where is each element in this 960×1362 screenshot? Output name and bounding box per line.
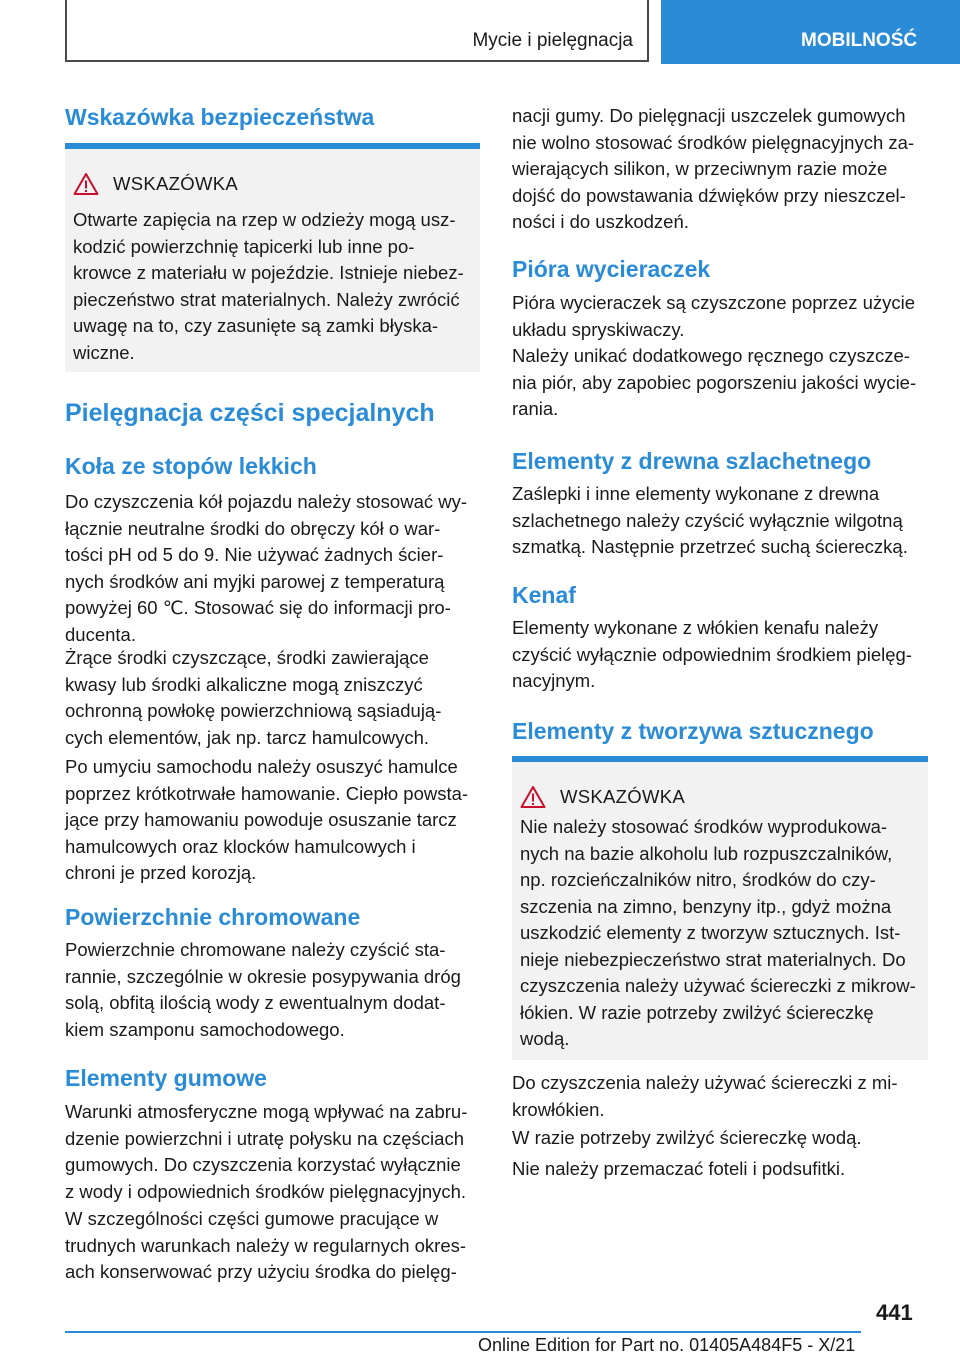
text-line: W razie potrzeby zwilżyć ściereczkę wodą. (512, 1127, 862, 1148)
warning-header (73, 171, 238, 197)
header-chapter-tab[interactable] (661, 0, 960, 64)
text-line: nie wolno stosować środków pielęgnacyjnych za- (512, 131, 915, 153)
warning-triangle-icon (520, 785, 546, 809)
text-line: rania. (512, 398, 559, 419)
warning-text (520, 814, 916, 1053)
text-line: szczenia na zimno, benzyny itp., gdyż można (520, 895, 892, 917)
text-line: uszkodzić elementy z tworzyw sztucznych. Ist- (520, 922, 901, 943)
warning-triangle-icon (73, 172, 99, 196)
text-line: gumowych. Do czyszczenia korzystać wyłącznie (65, 1154, 461, 1175)
text-line: Do czyszczenia należy używać ściereczki z mi- (512, 1072, 898, 1093)
wiper-heading: Pióra wycieraczek (512, 256, 711, 282)
chrome-paragraph-1 (65, 937, 461, 1043)
text-line: krowce z materiału w pojeździe. Istnieje niebez- (73, 262, 464, 283)
text-line: hamulcowych oraz klocków hamulcowych i (65, 835, 416, 857)
text-line: szmatką. Następnie przetrzeć suchą ściereczką. (512, 536, 908, 557)
alloy-paragraph-1 (65, 489, 467, 648)
text-line: nych na bazie alkoholu lub rozpuszczalników, (520, 842, 893, 864)
header-chapter-label: MOBILNOŚĆ (801, 30, 918, 51)
text-line: wodą. (520, 1028, 570, 1049)
text-line: Otwarte zapięcia na rzep w odzieży mogą usz- (73, 209, 456, 230)
text-line: poprzez krótkotrwałe hamowanie. Ciepło powsta- (65, 782, 469, 804)
text-line: nia piór, aby zapobiec pogorszeniu jakości wycie- (512, 371, 917, 393)
footer-rule (65, 1331, 861, 1333)
text-line: Żrące środki czyszczące, środki zawierające (65, 647, 429, 668)
plastic-heading: Elementy z tworzywa sztucznego (512, 718, 874, 744)
text-line: Elementy wykonane z włókien kenafu należy (512, 617, 879, 638)
text-line: łókien. W razie potrzeby zwilżyć ściereczkę (520, 1001, 874, 1023)
warning-text (73, 207, 464, 366)
text-line: kodzić powierzchnię tapicerki lub inne po- (73, 235, 415, 257)
text-line: krowłókien. (512, 1098, 605, 1120)
rubber-paragraph-2 (65, 1206, 466, 1286)
text-line: pieczeństwo strat materialnych. Należy zwrócić (73, 288, 460, 310)
text-line: czyścić wyłącznie odpowiednim środkiem pielęg- (512, 643, 912, 665)
text-line: ności i do uszkodzeń. (512, 211, 689, 232)
text-line: ducenta. (65, 623, 136, 645)
text-line: rannie, szczególnie w okresie posypywania dróg (65, 965, 461, 987)
rubber-heading: Elementy gumowe (65, 1065, 267, 1091)
chapter-heading: Pielęgnacja części specjalnych (65, 399, 435, 427)
warning-box (512, 762, 928, 1060)
text-line: układu spryskiwaczy. (512, 318, 685, 340)
text-line: W szczególności części gumowe pracujące w (65, 1208, 439, 1229)
text-line: szlachetnego należy czyścić wyłącznie wilgotną (512, 509, 903, 531)
text-line: nieje niebezpieczeństwo strat materialnych. Do (520, 948, 906, 970)
plastic-paragraph-3 (512, 1156, 845, 1183)
text-line: z wody i odpowiednich środków pielęgnacyjnych. (65, 1180, 467, 1202)
footer-edition[interactable]: Online Edition for Part no. 01405A484F5 - X/21 (478, 1335, 856, 1355)
kenaf-paragraph-1 (512, 615, 912, 695)
rubber-paragraph-1 (65, 1099, 467, 1205)
wood-paragraph-1 (512, 481, 908, 561)
kenaf-heading: Kenaf (512, 582, 576, 608)
wiper-paragraph-2 (512, 343, 916, 423)
warning-label: WSKAZÓWKA (560, 786, 686, 807)
header-section-title: Mycie i pielęgnacja (472, 30, 633, 51)
text-line: czyszczenia należy używać ściereczki z mikrow- (520, 975, 916, 996)
alloy-paragraph-2 (65, 645, 441, 751)
text-line: Nie należy przemaczać foteli i podsufitki. (512, 1158, 846, 1179)
text-line: Do czyszczenia kół pojazdu należy stosować wy- (65, 491, 468, 512)
text-line: Należy unikać dodatkowego ręcznego czyszcze- (512, 345, 910, 366)
wiper-paragraph-1 (512, 290, 915, 343)
warning-header (520, 784, 685, 810)
text-line: dojść do powstawania dźwięków przy nieszczel- (512, 184, 906, 206)
text-line: jące przy hamowaniu powoduje osuszanie tarcz (65, 809, 457, 830)
plastic-paragraph-2 (512, 1125, 862, 1152)
chrome-heading: Powierzchnie chromowane (65, 904, 361, 930)
text-line: ach konserwować przy użyciu środka do pielęg- (65, 1261, 457, 1282)
wood-heading: Elementy z drewna szlachetnego (512, 448, 872, 474)
text-line: kwasy lub środki alkaliczne mogą zniszczyć (65, 673, 423, 695)
text-line: solą, obfitą ilością wody z ewentualnym dodat- (65, 992, 446, 1013)
plastic-paragraph-1 (512, 1070, 898, 1123)
text-line: Po umyciu samochodu należy osuszyć hamulce (65, 756, 458, 777)
text-line: wierających silikon, w przeciwnym razie może (512, 158, 888, 179)
text-line: Powierzchnie chromowane należy czyścić sta- (65, 939, 446, 960)
warning-label: WSKAZÓWKA (113, 173, 239, 194)
alloy-heading: Koła ze stopów lekkich (65, 453, 317, 479)
header-section-box (65, 0, 649, 62)
text-line: Nie należy stosować środków wyprodukowa- (520, 816, 888, 837)
safety-heading: Wskazówka bezpieczeństwa (65, 104, 375, 130)
text-line: ochronną powłokę powierzchniową sąsiadują- (65, 700, 442, 721)
text-line: nacyjnym. (512, 670, 596, 691)
warning-box (65, 149, 480, 372)
page-number: 441 (876, 1300, 913, 1325)
text-line: Warunki atmosferyczne mogą wpływać na zabru- (65, 1101, 468, 1122)
text-line: dzenie powierzchni i utratę połysku na częściach (65, 1127, 464, 1149)
text-line: powyżej 60 ℃. Stosować się do informacji pro- (65, 597, 451, 618)
rubber-paragraph-2-continued (512, 103, 914, 236)
text-line: łącznie neutralne środki do obręczy kół o war- (65, 517, 441, 539)
text-line: Pióra wycieraczek są czyszczone poprzez użycie (512, 292, 916, 313)
text-line: kiem szamponu samochodowego. (65, 1018, 345, 1040)
text-line: Zaślepki i inne elementy wykonane z drewna (512, 483, 880, 504)
text-line: nacji gumy. Do pielęgnacji uszczelek gumowych (512, 105, 906, 126)
alloy-paragraph-3 (65, 754, 468, 887)
text-line: uwagę na to, czy zasunięte są zamki błyska- (73, 315, 439, 336)
text-line: chroni je przed korozją. (65, 862, 257, 883)
text-line: nych środków ani myjki parowej z temperaturą (65, 570, 445, 592)
text-line: tości pH od 5 do 9. Nie używać żadnych ścier- (65, 544, 444, 565)
text-line: wiczne. (73, 341, 135, 363)
text-line: np. rozcieńczalników nitro, środków do czy- (520, 869, 876, 890)
text-line: trudnych warunkach należy w regularnych okres- (65, 1234, 467, 1256)
text-line: cych elementów, jak np. tarcz hamulcowych. (65, 726, 429, 748)
